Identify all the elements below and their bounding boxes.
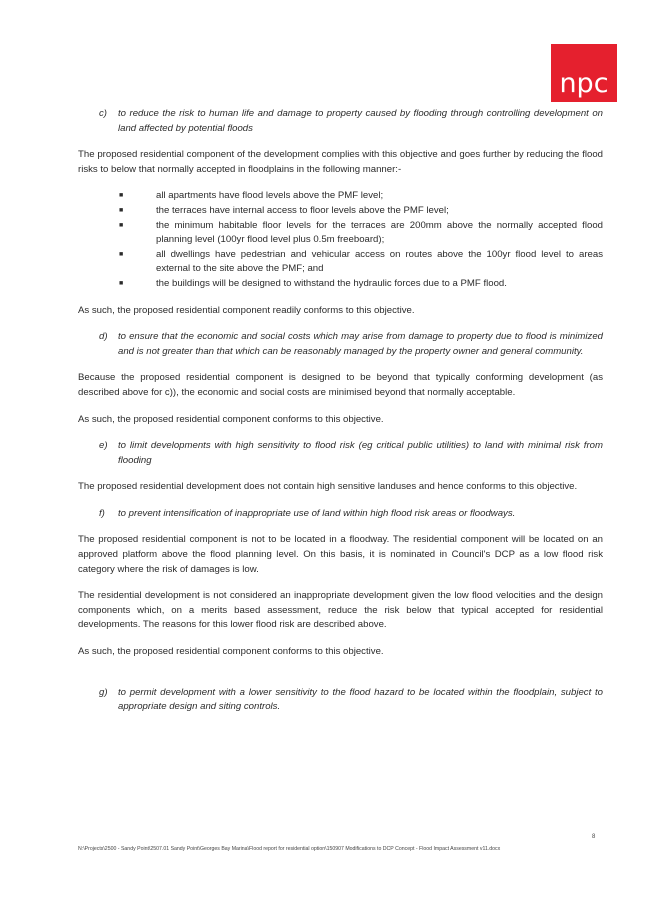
objective-c — [78, 107, 603, 136]
paragraph: As such, the proposed residential component readily conforms to this objective. — [78, 304, 415, 316]
objective-label: f) — [99, 507, 105, 519]
paragraph: Because the proposed residential component is designed to be beyond that typically conforming development (as described above for c)), the economic and social costs are minimised beyond that normally acceptable. — [78, 372, 603, 398]
bullet-text: the minimum habitable floor levels for the terraces are 200mm above the normally accepted flood planning level (100yr flood level plus 0.5m freeboard); — [156, 219, 603, 246]
bullet-list — [78, 189, 603, 291]
objective-e — [78, 439, 603, 468]
bullet-icon: ■ — [119, 192, 124, 200]
bullet-icon: ■ — [119, 221, 124, 229]
paragraph: As such, the proposed residential component conforms to this objective. — [78, 646, 384, 658]
bullet-text: the terraces have internal access to floor levels above the PMF level; — [156, 204, 449, 216]
bullet-item — [78, 189, 603, 204]
paragraph: The residential development is not considered an inappropriate development given the low flood velocities and the design components which, on a merits based assessment, reduce the risk below that typical accepted for residential developments. The reasons for this lower flood risk are described above. — [78, 590, 603, 631]
footer-file-path: N:\Projects\2500 - Sandy Point\2507.01 Sandy Point\Georges Bay Marina\Flood report for residential option\150907 Modifications to DCP Concept - Flood Impact Assessment v11.docx — [78, 846, 501, 852]
bullet-icon: ■ — [119, 206, 124, 214]
objective-g — [78, 686, 603, 715]
objective-label: c) — [99, 108, 107, 119]
objective-text: to permit development with a lower sensitivity to the flood hazard to be located within the floodplain, subject to appropriate design and siting controls. — [118, 686, 603, 713]
objective-text: to limit developments with high sensitivity to flood risk (eg critical public utilities) to land with minimal risk from flooding — [118, 440, 603, 466]
objective-label: e) — [99, 440, 108, 452]
objective-label: d) — [99, 331, 108, 343]
bullet-item — [78, 248, 603, 277]
bullet-item — [78, 277, 603, 292]
paragraph: As such, the proposed residential component conforms to this objective. — [78, 413, 384, 425]
bullet-item — [78, 204, 603, 219]
bullet-text: all dwellings have pedestrian and vehicular access on routes above the 100yr flood level to areas external to the site above the PMF; and — [156, 248, 603, 275]
objective-text: to reduce the risk to human life and damage to property caused by flooding through controlling development on land affected by potential floods — [118, 108, 603, 134]
npc-logo — [551, 44, 617, 102]
paragraph: The proposed residential development does not contain high sensitive landuses and hence conforms to this objective. — [78, 481, 578, 493]
paragraph: The proposed residential component is not to be located in a floodway. The residential component will be located on an approved platform above the flood planning level. On this basis, it is nominated in Council's DCP as a low flood risk category where the risk of damages is low. — [78, 534, 603, 575]
bullet-icon: ■ — [119, 279, 124, 287]
page-content — [78, 107, 603, 727]
objective-label: g) — [99, 686, 108, 698]
bullet-text: the buildings will be designed to withstand the hydraulic forces due to a PMF flood. — [156, 277, 507, 289]
bullet-text: all apartments have flood levels above the PMF level; — [156, 190, 384, 202]
paragraph: The proposed residential component of the development complies with this objective and goes further by reducing the flood risks to below that normally accepted in floodplains in the following manner:- — [78, 149, 603, 175]
objective-text: to prevent intensification of inappropriate use of land within high flood risk areas or floodways. — [118, 507, 516, 519]
objective-text: to ensure that the economic and social costs which may arise from damage to property due to flood is minimized and is not greater than that which can be reasonably managed by the property owner and general community. — [118, 331, 603, 357]
page-number: 8 — [592, 834, 596, 840]
spacer — [78, 672, 603, 686]
objective-f — [78, 507, 603, 522]
bullet-item — [78, 219, 603, 248]
bullet-icon: ■ — [119, 250, 124, 258]
objective-d — [78, 330, 603, 359]
logo-text: npc — [559, 68, 609, 99]
